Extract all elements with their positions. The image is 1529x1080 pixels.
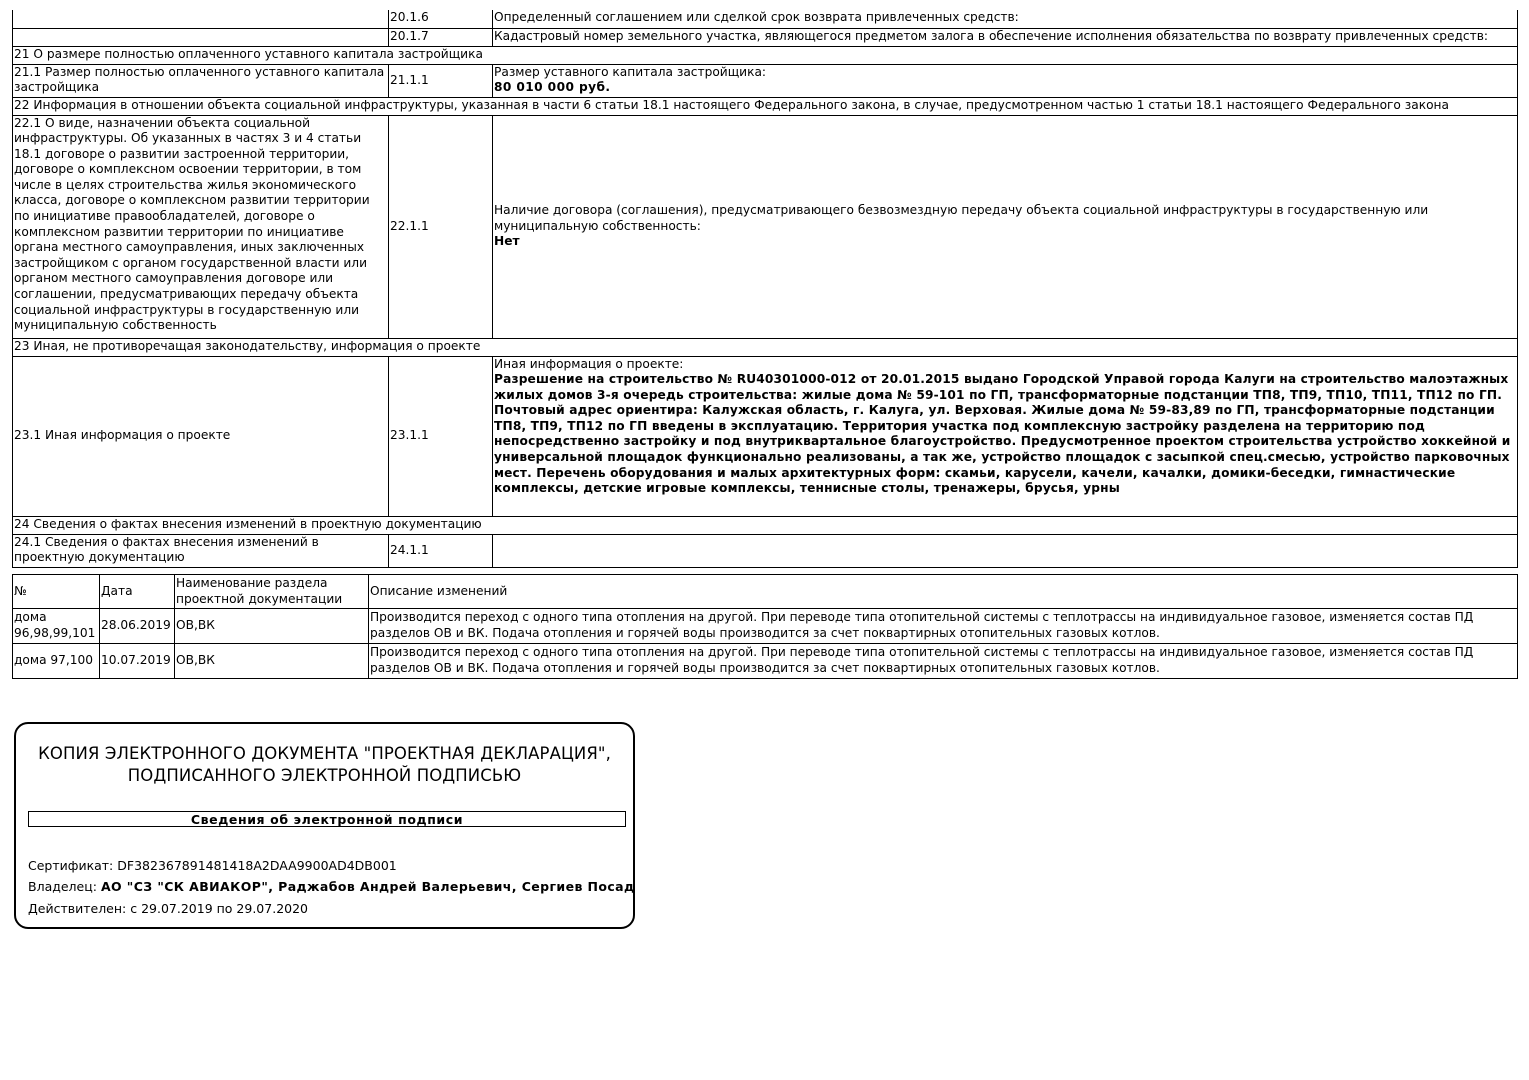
table-row: [13, 356, 1518, 516]
table-row: [13, 534, 1518, 567]
validity-line: [28, 901, 308, 917]
section-23-label: 23.1 Иная информация о проекте: [13, 356, 389, 516]
field-code: 20.1.7: [389, 28, 493, 46]
table-row: [13, 644, 1518, 679]
empty-cell: [13, 28, 389, 46]
section-header-row: [13, 46, 1518, 64]
declaration-table: [12, 10, 1518, 568]
project-info-value: Разрешение на строительство № RU40301000-012 от 20.01.2015 выдано Городской Управой города Калуги на строительство малоэтажных жилых домов 3-я очередь строительства: жилые дома № 59-101 по ГП, трансформаторные подстанции ТП8, ТП9, ТП10, ТП11, ТП12 по ГП. Почтовый адрес ориентира: Калужская область, г. Калуга, ул. Верховая. Жилые дома № 59-83,89 по ГП, трансформаторные подстанции ТП8, ТП9, ТП12 по ГП введены в эксплуатацию. Территория участка под комплексную застройку разделена на территорию под непосредственно застройку и под внутриквартальное благоустройство. Предусмотренное проектом строительства устройство хоккейной и универсальной площадок функционально реализованы, а так же, устройство площадок с засыпкой спец.смесью, устройство парковочных мест. Перечень оборудования и малых архитектурных форм: скамьи, карусели, качели, качалки, домики-беседки, гимнастические комплексы, детские игровые комплексы, теннисные столы, тренажеры, брусья, урны: [494, 372, 1511, 496]
column-header: Наименование раздела проектной документации: [175, 575, 369, 609]
section-22-label: 22.1 О виде, назначении объекта социальной инфраструктуры. Об указанных в частях 3 и 4 статьи 18.1 договоре о развитии застроенной территории, договоре о комплексном освоении территории, в том числе в целях строительства жилья экономического класса, договоре о комплексном развитии территории по инициативе правообладателей, договоре о комплексном развитии территории по инициативе органа местного самоуправления, иных заключенных застройщиком с органом государственной власти или органом местного самоуправления договоре или соглашении, предусматривающих передачу объекта социальной инфраструктуры в государственную или муниципальную собственность: [13, 115, 389, 338]
field-code: 20.1.6: [389, 10, 493, 28]
table-row: [13, 28, 1518, 46]
table-row: [13, 10, 1518, 28]
changes-table: [12, 574, 1518, 679]
agreement-value: Нет: [494, 234, 520, 249]
change-date: 28.06.2019: [100, 609, 175, 644]
table-row: [13, 609, 1518, 644]
owner-value: АО "СЗ "СК АВИАКОР", Раджабов Андрей Валерьевич, Сергиев Посад: [100, 879, 635, 894]
certificate-label: Сертификат:: [28, 858, 114, 873]
signature-stamp: [14, 722, 635, 929]
section-24-label: 24.1 Сведения о фактах внесения изменений в проектную документацию: [13, 534, 389, 567]
table-row: [13, 64, 1518, 97]
section-22-header: 22 Информация в отношении объекта социальной инфраструктуры, указанная в части 6 статьи 18.1 настоящего Федерального закона, в случае, предусмотренном частью 1 статьи 18.1 настоящего Федерального закона: [13, 97, 1518, 115]
table-header-row: [13, 575, 1518, 609]
field-cell: [493, 64, 1518, 97]
change-number: дома 97,100: [13, 644, 100, 679]
signature-info-heading: Сведения об электронной подписи: [28, 811, 626, 827]
certificate-value: DF382367891481418A2DAA9900AD4DB001: [117, 858, 397, 873]
column-header: №: [13, 575, 100, 609]
change-date: 10.07.2019: [100, 644, 175, 679]
field-cell: [493, 115, 1518, 338]
field-code: 24.1.1: [389, 534, 493, 567]
capital-value: 80 010 000 руб.: [494, 80, 611, 95]
owner-line: [28, 879, 635, 895]
section-21-header: 21 О размере полностью оплаченного уставного капитала застройщика: [13, 46, 1518, 64]
change-section: ОВ,ВК: [175, 609, 369, 644]
section-23-header: 23 Иная, не противоречащая законодательству, информация о проекте: [13, 338, 1518, 356]
field-code: 21.1.1: [389, 64, 493, 97]
stamp-title-line: КОПИЯ ЭЛЕКТРОННОГО ДОКУМЕНТА "ПРОЕКТНАЯ ДЕКЛАРАЦИЯ",: [38, 744, 611, 763]
validity-value: с 29.07.2019 по 29.07.2020: [130, 901, 309, 916]
section-header-row: [13, 516, 1518, 534]
section-header-row: [13, 97, 1518, 115]
stamp-title-line: ПОДПИСАННОГО ЭЛЕКТРОННОЙ ПОДПИСЬЮ: [127, 766, 522, 785]
field-cell: [493, 356, 1518, 516]
stamp-title: [16, 743, 633, 787]
field-text: Наличие договора (соглашения), предусматривающего безвозмездную передачу объекта социальной инфраструктуры в государственную или муниципальную собственность:: [494, 203, 1429, 233]
change-number: дома 96,98,99,101: [13, 609, 100, 644]
field-code: 23.1.1: [389, 356, 493, 516]
column-header: Дата: [100, 575, 175, 609]
change-section: ОВ,ВК: [175, 644, 369, 679]
empty-cell: [493, 534, 1518, 567]
section-header-row: [13, 338, 1518, 356]
change-description: Производится переход с одного типа отопления на другой. При переводе типа отопительной системы с теплотрассы на индивидуальное газовое, изменяется состав ПД разделов ОВ и ВК. Подача отопления и горячей воды производится за счет поквартирных отопительных газовых котлов.: [369, 644, 1518, 679]
section-24-header: 24 Сведения о фактах внесения изменений в проектную документацию: [13, 516, 1518, 534]
field-text: Иная информация о проекте:: [494, 356, 684, 371]
table-row: [13, 115, 1518, 338]
change-description: Производится переход с одного типа отопления на другой. При переводе типа отопительной системы с теплотрассы на индивидуальное газовое, изменяется состав ПД разделов ОВ и ВК. Подача отопления и горячей воды производится за счет поквартирных отопительных газовых котлов.: [369, 609, 1518, 644]
owner-label: Владелец:: [28, 879, 97, 894]
field-text: Кадастровый номер земельного участка, являющегося предметом залога в обеспечение исполнения обязательства по возврату привлеченных средств:: [493, 28, 1518, 46]
field-text: Определенный соглашением или сделкой срок возврата привлеченных средств:: [493, 10, 1518, 28]
field-text: Размер уставного капитала застройщика:: [494, 64, 767, 79]
section-21-label: 21.1 Размер полностью оплаченного уставного капитала застройщика: [13, 64, 389, 97]
validity-label: Действителен:: [28, 901, 127, 916]
empty-cell: [13, 10, 389, 28]
field-code: 22.1.1: [389, 115, 493, 338]
certificate-line: [28, 858, 397, 874]
column-header: Описание изменений: [369, 575, 1518, 609]
